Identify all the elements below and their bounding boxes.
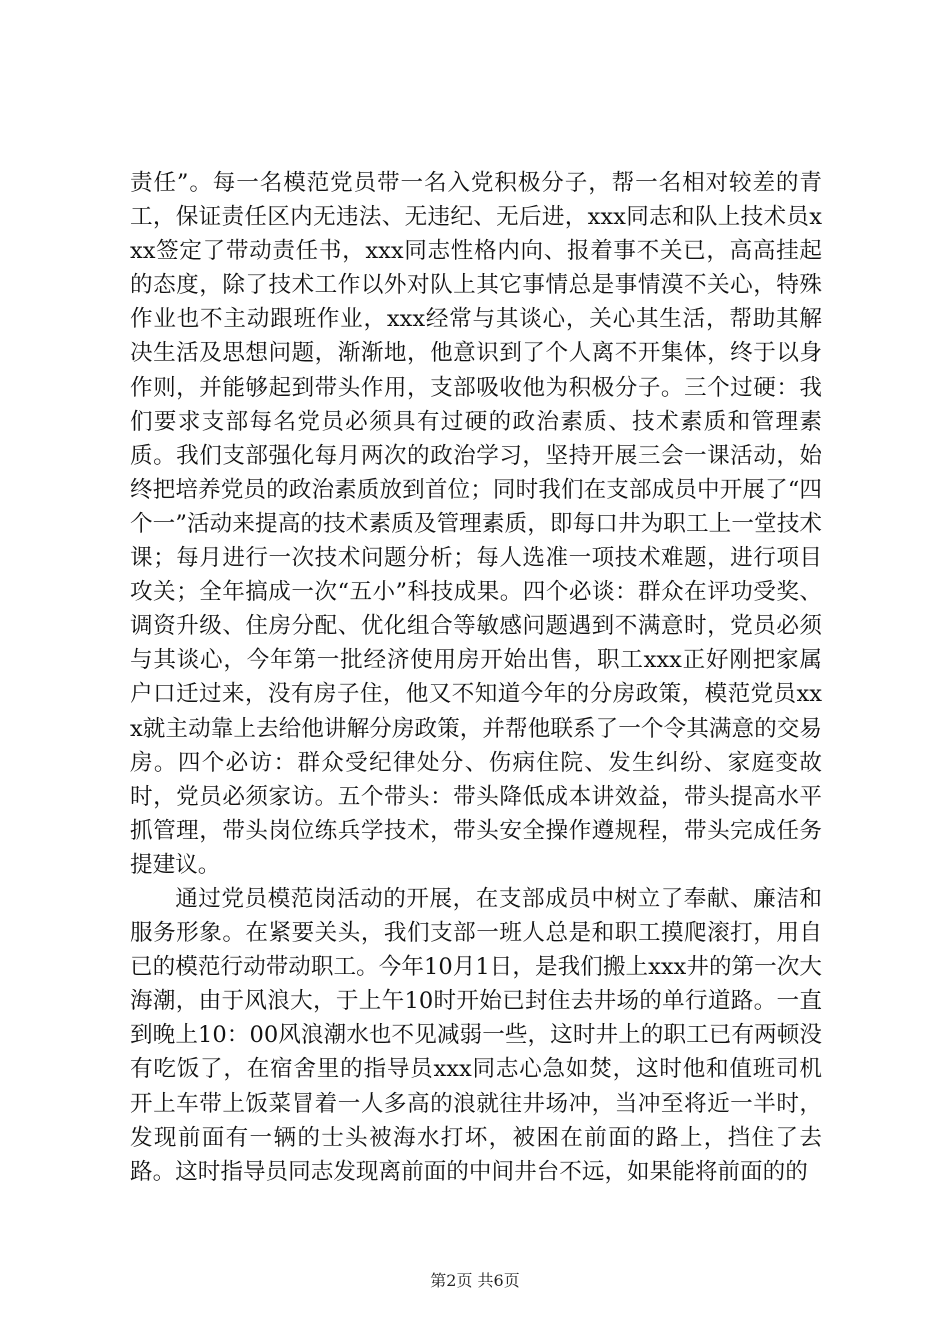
- document-body: [130, 166, 822, 1189]
- page-footer: 第2页 共6页: [430, 1271, 520, 1290]
- paragraph-2: 通过党员模范岗活动的开展，在支部成员中树立了奉献、廉洁和服务形象。在紧要关头，我们支部一班人总是和职工摸爬滚打，用自已的模范行动带动职工。今年10月1日，是我们搬上xxx井的第一次大海潮，由于风浪大，于上午10时开始已封住去井场的单行道路。一直到晚上10：00风浪潮水也不见减弱一些，这时井上的职工已有两顿没有吃饭了，在宿舍里的指导员xxx同志心急如焚，这时他和值班司机开上车带上饭菜冒着一人多高的浪就往井场冲，当冲至将近一半时，发现前面有一辆的士头被海水打坏，被困在前面的路上，挡住了去路。这时指导员同志发现离前面的中间井台不远，如果能将前面的的: [130, 885, 822, 1185]
- paragraph-1: 责任”。每一名模范党员带一名入党积极分子，帮一名相对较差的青工，保证责任区内无违法、无违纪、无后进，xxx同志和队上技术员xxx签定了带动责任书，xxx同志性格内向、报着事不关已，高高挂起的态度，除了技术工作以外对队上其它事情总是事情漠不关心，特殊作业也不主动跟班作业，xxx经常与其谈心，关心其生活，帮助其解决生活及思想问题，渐渐地，他意识到了个人离不开集体，终于以身作则，并能够起到带头作用，支部吸收他为积极分子。三个过硬：我们要求支部每名党员必须具有过硬的政治素质、技术素质和管理素质。我们支部强化每月两次的政治学习，坚持开展三会一课活动，始终把培养党员的政治素质放到首位；同时我们在支部成员中开展了“四个一”活动来提高的技术素质及管理素质，即每口井为职工上一堂技术课；每月进行一次技术问题分析；每人选准一项技术难题，进行项目攻关；全年搞成一次“五小”科技成果。四个必谈：群众在评功受奖、调资升级、住房分配、优化组合等敏感问题遇到不满意时，党员必须与其谈心，今年第一批经济使用房开始出售，职工xxx正好刚把家属户口迁过来，没有房子住，他又不知道今年的分房政策，模范党员xxx就主动靠上去给他讲解分房政策，并帮他联系了一个令其满意的交易房。四个必访：群众受纪律处分、伤病住院、发生纠纷、家庭变故时，党员必须家访。五个带头：带头降低成本讲效益，带头提高水平抓管理，带头岗位练兵学技术，带头安全操作遵规程，带头完成任务提建议。: [130, 170, 822, 878]
